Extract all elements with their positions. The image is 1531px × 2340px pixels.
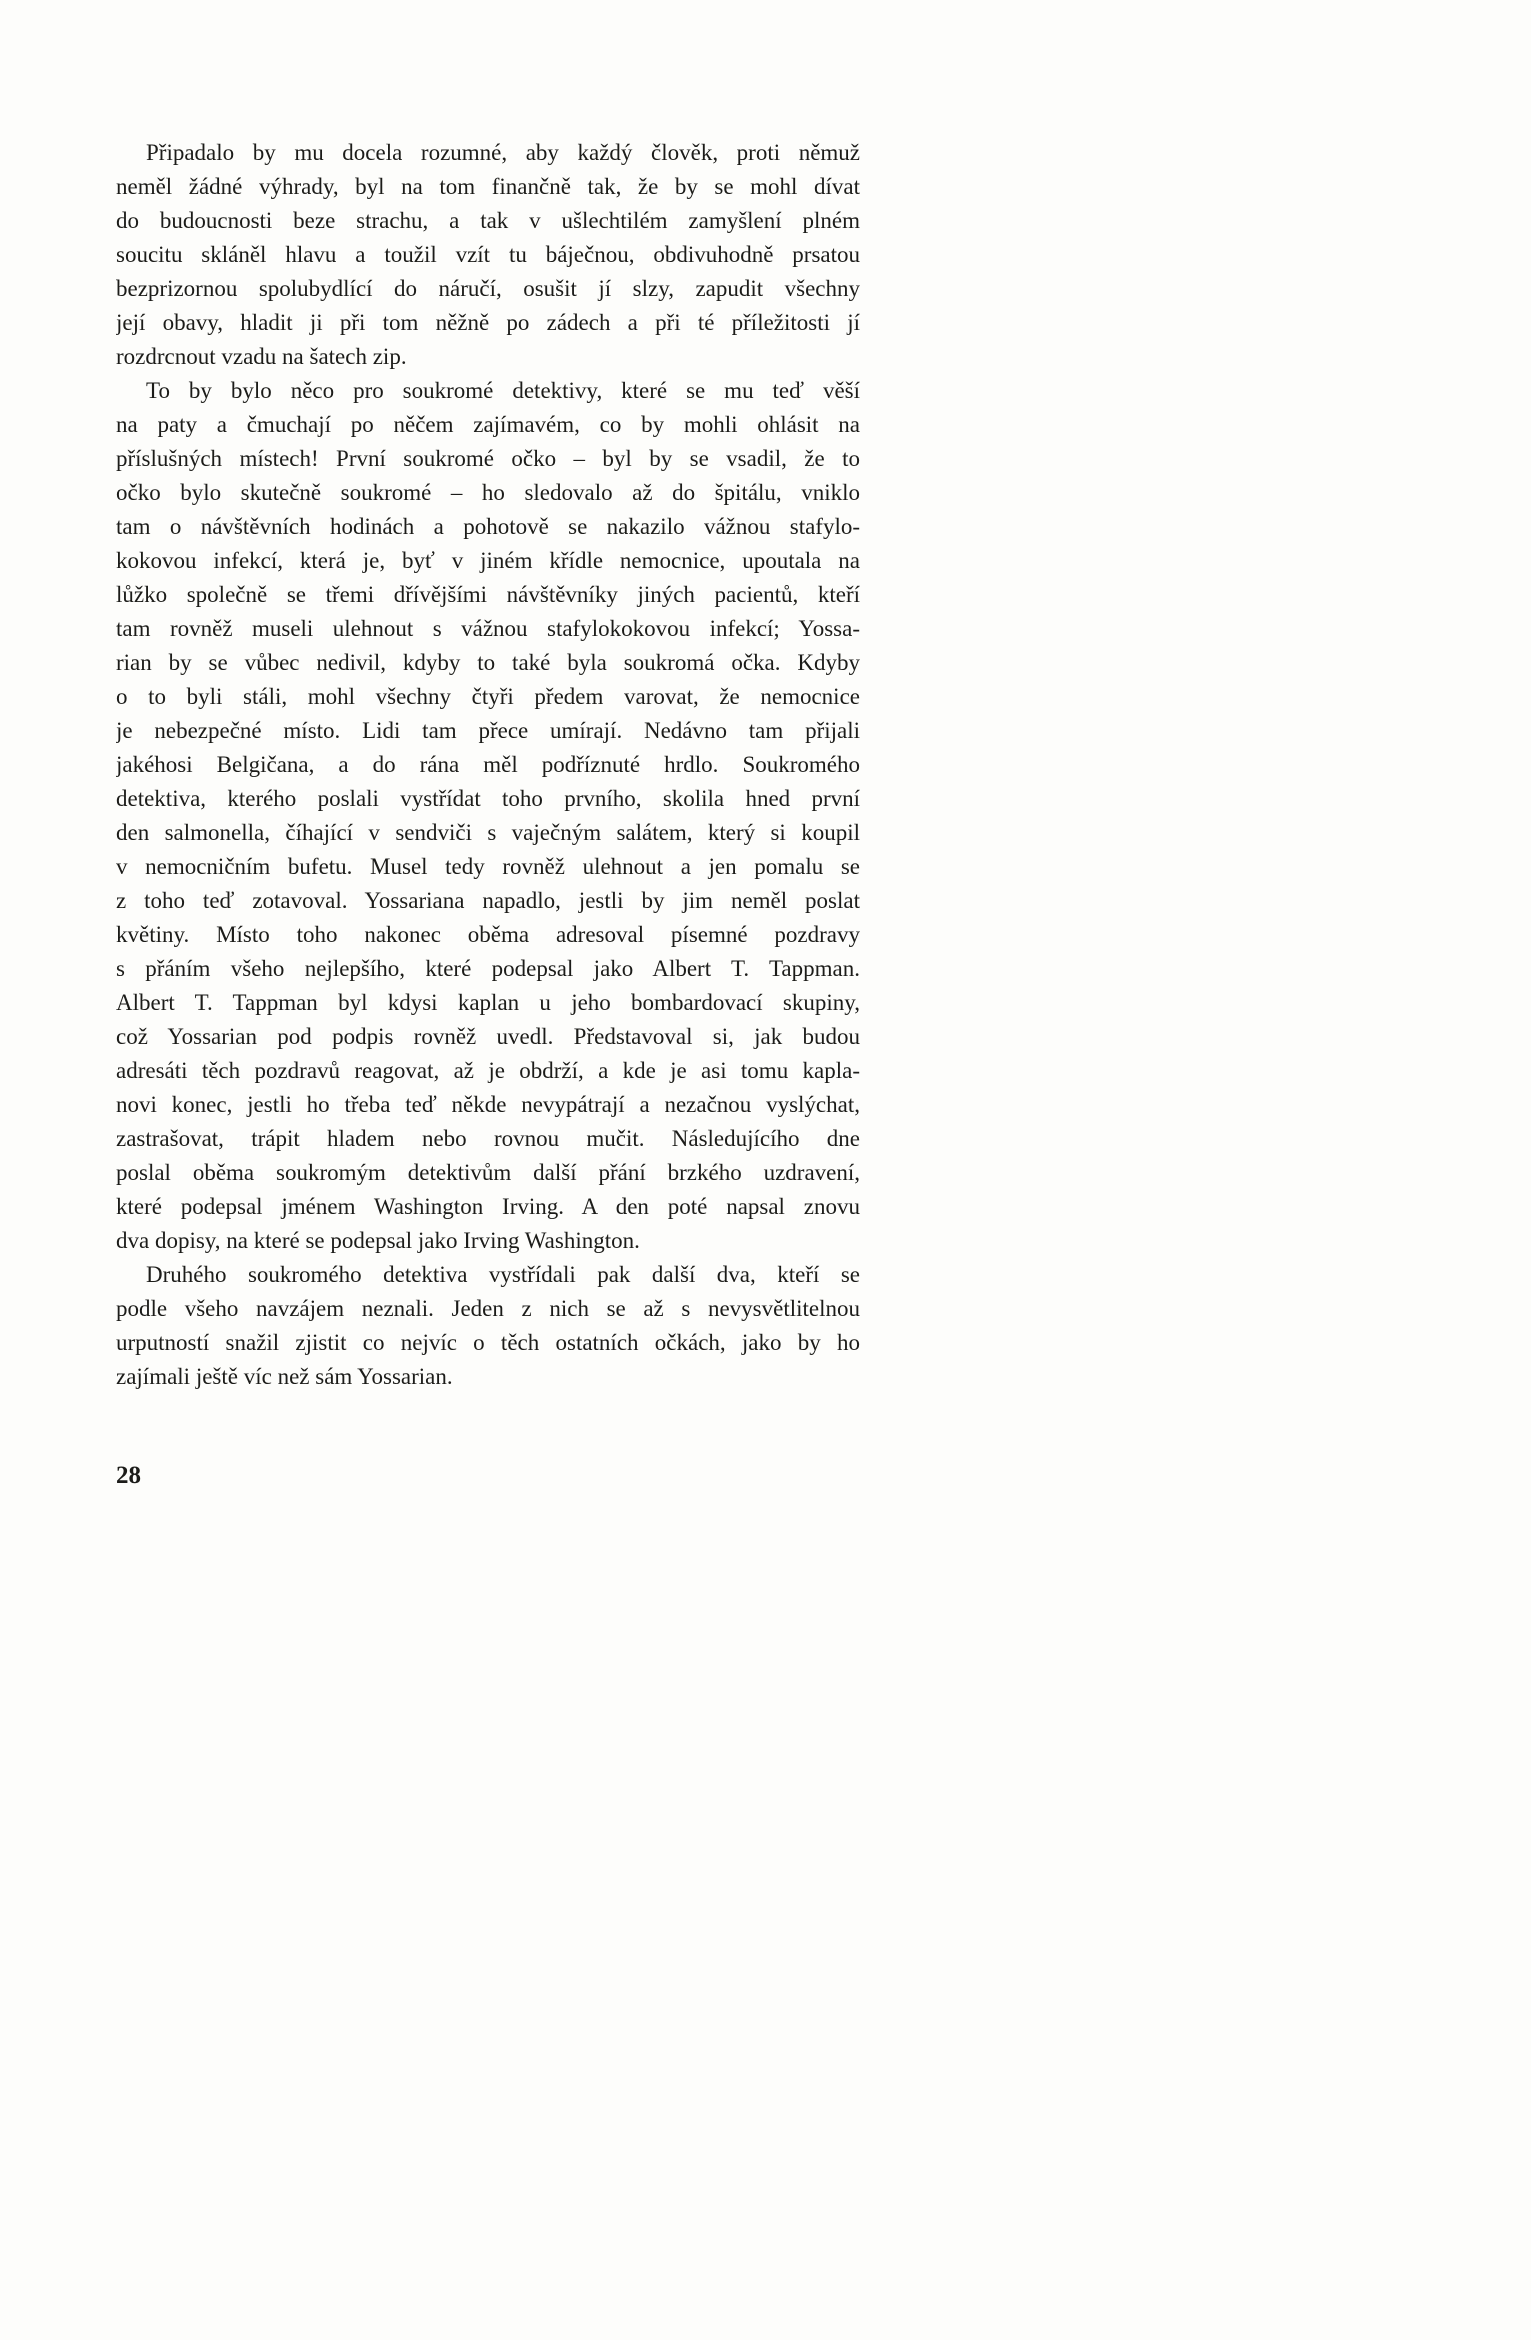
text-line: což Yossarian pod podpis rovněž uvedl. Představoval si, jak budou xyxy=(116,1024,860,1049)
text-line: neměl žádné výhrady, byl na tom finančně tak, že by se mohl dívat xyxy=(116,174,860,199)
text-line: do budoucnosti beze strachu, a tak v ušlechtilém zamyšlení plném xyxy=(116,208,860,233)
text-line: v nemocničním bufetu. Musel tedy rovněž ulehnout a jen pomalu se xyxy=(116,854,860,879)
text-line: poslal oběma soukromým detektivům další přání brzkého uzdravení, xyxy=(116,1160,860,1185)
text-line: její obavy, hladit ji při tom něžně po zádech a při té příležitosti jí xyxy=(116,310,860,335)
text-line: na paty a čmuchají po něčem zajímavém, co by mohli ohlásit na xyxy=(116,412,860,437)
text-line: Druhého soukromého detektiva vystřídali pak další dva, kteří se xyxy=(146,1262,860,1287)
text-line: novi konec, jestli ho třeba teď někde nevypátrají a nezačnou vyslýchat, xyxy=(116,1092,860,1117)
text-line: podle všeho navzájem neznali. Jeden z nich se až s nevysvětlitelnou xyxy=(116,1296,860,1321)
text-block xyxy=(116,136,860,1394)
text-line: dva dopisy, na které se podepsal jako Irving Washington. xyxy=(116,1228,640,1253)
text-line: z toho teď zotavoval. Yossariana napadlo, jestli by jim neměl poslat xyxy=(116,888,860,913)
text-line: tam o návštěvních hodinách a pohotově se nakazilo vážnou stafylo- xyxy=(116,514,860,539)
text-line: květiny. Místo toho nakonec oběma adresoval písemné pozdravy xyxy=(116,922,860,947)
page-number: 28 xyxy=(116,1462,141,1489)
text-line: které podepsal jménem Washington Irving. A den poté napsal znovu xyxy=(116,1194,860,1219)
text-line: rian by se vůbec nedivil, kdyby to také byla soukromá očka. Kdyby xyxy=(116,650,860,675)
text-line: očko bylo skutečně soukromé – ho sledovalo až do špitálu, vniklo xyxy=(116,480,860,505)
text-line: příslušných místech! První soukromé očko – byl by se vsadil, že to xyxy=(116,446,860,471)
text-line: zajímali ještě víc než sám Yossarian. xyxy=(116,1364,453,1389)
text-line: Připadalo by mu docela rozumné, aby každý člověk, proti němuž xyxy=(146,140,860,165)
text-line: zastrašovat, trápit hladem nebo rovnou mučit. Následujícího dne xyxy=(116,1126,860,1151)
text-line: detektiva, kterého poslali vystřídat toho prvního, skolila hned první xyxy=(116,786,860,811)
text-line: rozdrcnout vzadu na šatech zip. xyxy=(116,344,407,369)
text-line: tam rovněž museli ulehnout s vážnou stafylokokovou infekcí; Yossa- xyxy=(116,616,860,641)
text-line: soucitu skláněl hlavu a toužil vzít tu báječnou, obdivuhodně prsatou xyxy=(116,242,860,267)
text-line: lůžko společně se třemi dřívějšími návštěvníky jiných pacientů, kteří xyxy=(116,582,860,607)
text-line: o to byli stáli, mohl všechny čtyři předem varovat, že nemocnice xyxy=(116,684,860,709)
text-line: urputností snažil zjistit co nejvíc o těch ostatních očkách, jako by ho xyxy=(116,1330,860,1355)
text-line: kokovou infekcí, která je, byť v jiném křídle nemocnice, upoutala na xyxy=(116,548,860,573)
text-line: To by bylo něco pro soukromé detektivy, které se mu teď věší xyxy=(146,378,860,403)
text-line: jakéhosi Belgičana, a do rána měl podříznuté hrdlo. Soukromého xyxy=(116,752,860,777)
text-line: Albert T. Tappman byl kdysi kaplan u jeho bombardovací skupiny, xyxy=(116,990,860,1015)
text-line: bezprizornou spolubydlící do náručí, osušit jí slzy, zapudit všechny xyxy=(116,276,860,301)
paragraph xyxy=(116,1258,860,1394)
text-line: je nebezpečné místo. Lidi tam přece umírají. Nedávno tam přijali xyxy=(116,718,860,743)
paragraph xyxy=(116,374,860,1258)
paragraph xyxy=(116,136,860,374)
text-line: adresáti těch pozdravů reagovat, až je obdrží, a kde je asi tomu kapla- xyxy=(116,1058,860,1083)
text-line: den salmonella, číhající v sendviči s vaječným salátem, který si koupil xyxy=(116,820,860,845)
text-line: s přáním všeho nejlepšího, které podepsal jako Albert T. Tappman. xyxy=(116,956,860,981)
